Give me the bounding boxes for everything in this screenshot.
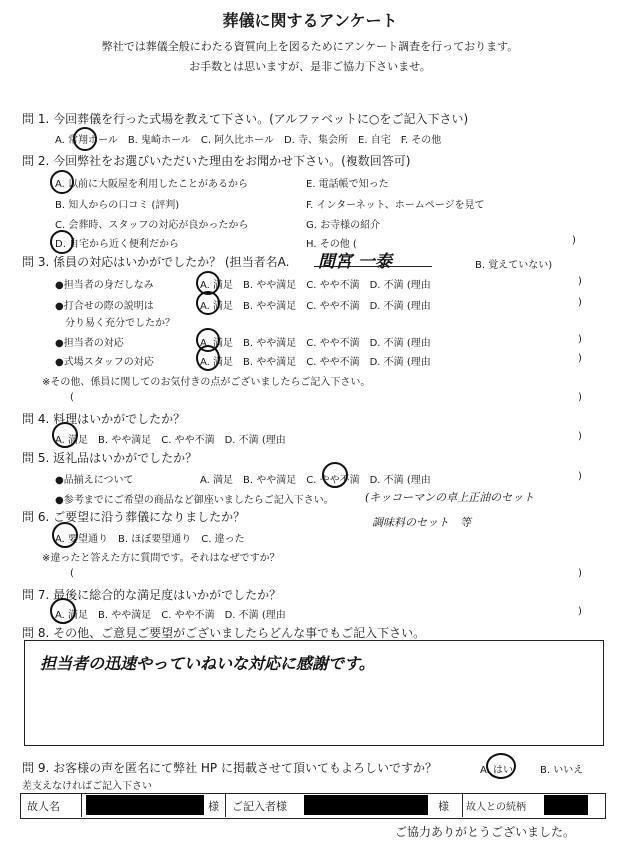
q3-row-close: )	[578, 297, 582, 308]
q7-close: )	[578, 606, 582, 617]
q3-row-item: ●式場スタッフの対応	[55, 357, 154, 368]
q3-row2-circle	[196, 291, 220, 315]
q2-option-d[interactable]: D. 自宅から近く便利だから	[55, 239, 180, 250]
q3-row-options[interactable]: A. 満足 B. やや満足 C. やや不満 D. 不満 (理由	[200, 280, 431, 291]
footer-thanks: ご協力ありがとうございました。	[395, 825, 576, 839]
redacted-deceased-name	[86, 795, 204, 815]
q9-option-a[interactable]: A. はい	[480, 765, 514, 776]
q5-row1-options[interactable]: A. 満足 B. やや満足 C. やや不満 D. 不満 (理由	[200, 475, 431, 486]
q1-answer-circle	[73, 127, 97, 151]
q5-label: 問 5. 返礼品はいかがでしたか？	[22, 451, 198, 465]
intro-line-1: 弊社では葬儀全般にわたる資質向上を図るためにアンケート調査を行っております。	[101, 40, 519, 53]
q9-option-b[interactable]: B. いいえ	[540, 765, 584, 776]
q1-options[interactable]: A. 常翔ホール B. 鬼崎ホール C. 阿久比ホール D. 寺、集会所 E. 自宅 F. その他	[55, 135, 442, 146]
q2-option-g[interactable]: G. お寺様の紹介	[306, 220, 381, 231]
footer-divider	[225, 793, 226, 817]
q6-label: 問 6. ご要望に沿う葬儀になりましたか？	[22, 510, 246, 524]
footer-sama-1: 様	[208, 800, 219, 813]
q3-row-subitem: 分り易く充分でしたか？	[55, 318, 175, 329]
q4-options[interactable]: A. 満足 B. やや満足 C. やや不満 D. 不満 (理由	[55, 435, 286, 446]
q3-paren-close: )	[578, 392, 582, 403]
redacted-writer-name	[304, 795, 428, 815]
q2-option-h-close: )	[572, 235, 576, 246]
q6-options[interactable]: A. 要望通り B. ほぼ要望通り C. 違った	[55, 534, 245, 545]
q3-row-close: )	[578, 276, 582, 287]
q2-option-a[interactable]: A. 以前に大阪屋を利用したことがあるから	[55, 179, 249, 190]
q2-option-e[interactable]: E. 電話帳で知った	[306, 179, 389, 190]
q3-row-close: )	[578, 334, 582, 345]
q3-row-options[interactable]: A. 満足 B. やや満足 C. やや不満 D. 不満 (理由	[200, 338, 431, 349]
q5-answer-circle	[322, 462, 348, 488]
q2-option-f[interactable]: F. インターネット、ホームページを見て	[306, 200, 485, 211]
q5-row1-close: )	[578, 471, 582, 482]
q3-name-underline	[314, 266, 432, 267]
q6-paren-close: )	[578, 568, 582, 579]
q1-label: 問 1. 今回葬儀を行った式場を教えて下さい。(アルファベットに○をご記入下さい)	[22, 112, 469, 126]
q3-label: 問 3. 係員の対応はいかがでしたか？ (担当者名A.	[22, 255, 290, 269]
q9-answer-circle	[486, 753, 516, 779]
q8-label: 問 8. その他、ご意見ご要望がございましたらどんな事でもご記入下さい。	[22, 626, 426, 640]
q3-row4-circle	[196, 345, 220, 371]
q3-paren-open: (	[70, 392, 74, 403]
q5-row2-item: ●参考までにご希望の商品など御座いましたらご記入下さい。	[55, 495, 334, 506]
q5-handwritten-2: 調味料のセット 等	[372, 516, 471, 529]
q8-handwritten: 担当者の迅速やっていねいな対応に感謝です。	[40, 654, 375, 673]
q3-row-item: ●担当者の身だしなみ	[55, 280, 154, 291]
q7-options[interactable]: A. 満足 B. やや満足 C. やや不満 D. 不満 (理由	[55, 610, 286, 621]
footer-writer-label: ご記入者様	[232, 800, 287, 813]
q5-row1-item: ●品揃えについて	[55, 475, 134, 486]
footer-divider	[462, 793, 463, 817]
q3-row-options[interactable]: A. 満足 B. やや満足 C. やや不満 D. 不満 (理由	[200, 301, 431, 312]
q5-handwritten-1: (キッコーマンの卓上正油のセット	[365, 491, 535, 504]
q6-paren-open: (	[70, 568, 74, 579]
q3-row-options[interactable]: A. 満足 B. やや満足 C. やや不満 D. 不満 (理由	[200, 357, 431, 368]
footer-divider	[81, 793, 82, 817]
q3-row-item: ●打合せの際の説明は	[55, 301, 154, 312]
q3-row-close: )	[578, 353, 582, 364]
q7-answer-circle	[50, 598, 76, 624]
intro-line-2: お手数とは思いますが、是非ご協力下さいませ。	[189, 60, 431, 73]
footer-deceased-label: 故人名	[27, 800, 60, 813]
q9-label: 問 9. お客様の声を匿名にて弊社 HP に掲載させて頂いてもよろしいですか？	[22, 761, 437, 775]
q2-option-h[interactable]: H. その他 (	[306, 239, 357, 250]
q2-option-c[interactable]: C. 会葬時、スタッフの対応が良かったから	[55, 220, 249, 231]
q7-label: 問 7. 最後に総合的な満足度はいかがでしたか？	[22, 588, 282, 602]
q3-option-b[interactable]: B. 覚えていない)	[475, 260, 553, 271]
q6-answer-circle	[52, 522, 78, 548]
q9-note: 差支えなければご記入下さい	[22, 781, 152, 792]
q2-d-circle	[50, 230, 74, 254]
footer-relation-label: 故人との続柄	[466, 802, 526, 813]
q2-option-b[interactable]: B. 知人からの口コミ (評判)	[55, 200, 180, 211]
redacted-relation	[544, 795, 588, 815]
q3-note: ※その他、係員に関してのお気付きの点がございましたらご記入下さい。	[42, 377, 371, 388]
q2-a-circle	[50, 170, 74, 194]
footer-sama-2: 様	[438, 800, 449, 813]
q4-label: 問 4. 料理はいかがでしたか？	[22, 412, 186, 426]
q4-close: )	[578, 431, 582, 442]
q4-answer-circle	[52, 422, 78, 448]
q3-staff-name: 間宮 一泰	[318, 252, 392, 272]
q6-note: ※違ったと答えた方に質問です。それはなぜですか？	[42, 553, 280, 564]
q3-row-item: ●担当者の対応	[55, 338, 124, 349]
q2-label: 問 2. 今回弊社をお選びいただいた理由をお聞かせ下さい。(複数回答可)	[22, 154, 411, 168]
page-title: 葬儀に関するアンケート	[222, 11, 398, 30]
